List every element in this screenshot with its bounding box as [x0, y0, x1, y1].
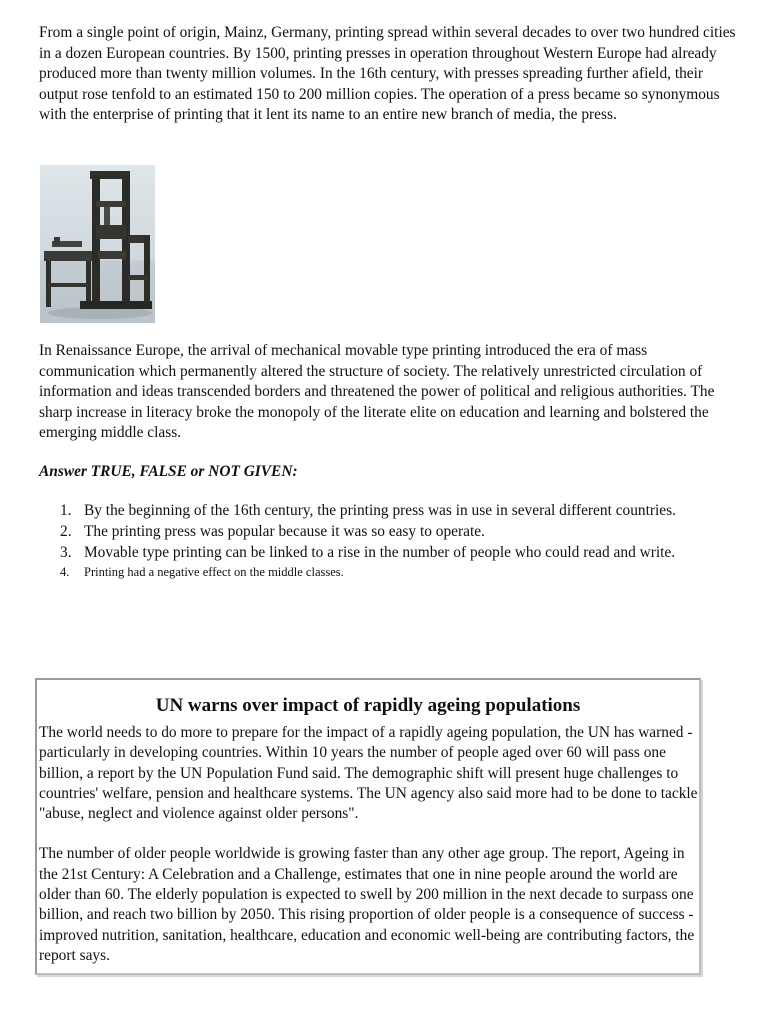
question-number: 2. — [60, 523, 72, 540]
question-text: The printing press was popular because it was so easy to operate. — [84, 523, 485, 540]
list-item — [39, 542, 739, 563]
question-number: 1. — [60, 502, 72, 519]
question-text: By the beginning of the 16th century, the printing press was in use in several different countries. — [84, 502, 676, 519]
article-title: UN warns over impact of rapidly ageing populations — [155, 695, 581, 716]
article-paragraph: The number of older people worldwide is growing faster than any other age group. The report, Ageing in the 21st Century: A Celebration and a Challenge, estimates that one in nine people around the world are older than 60. The elderly population is expected to swell by 200 million in the next decade to surpass one billion, and reach two billion by 2050. This rising proportion of older people is a consequence of success - improved nutrition, sanitation, healthcare, education and economic well-being are contributing factors, the report says. — [39, 845, 695, 964]
article-box — [35, 678, 701, 975]
intro-paragraph: From a single point of origin, Mainz, Germany, printing spread within several decades to over two hundred cities in a dozen European countries. By 1500, printing presses in operation throughout Western Europe had already produced more than twenty million volumes. In the 16th century, with presses spreading further afield, their output rose tenfold to an estimated 150 to 200 million copies. The operation of a press became so synonymous with the enterprise of printing that it lent its name to an entire new branch of media, the press. — [39, 24, 736, 123]
printing-press-icon — [40, 165, 155, 323]
question-list — [39, 500, 739, 581]
question-number: 3. — [60, 544, 72, 561]
list-item — [39, 500, 739, 521]
question-number: 4. — [60, 565, 70, 579]
question-text: Movable type printing can be linked to a rise in the number of people who could read and write. — [84, 544, 676, 561]
list-item — [39, 521, 739, 542]
list-item — [39, 563, 739, 581]
renaissance-paragraph: In Renaissance Europe, the arrival of mechanical movable type printing introduced the era of mass communication which permanently altered the structure of society. The relatively unrestricted circulation of information and ideas transcended borders and threatened the power of political and religious authorities. The sharp increase in literacy broke the monopoly of the literate elite on education and learning and bolstered the emerging middle class. — [39, 342, 715, 441]
article-paragraph: The world needs to do more to prepare for the impact of a rapidly ageing population, the UN has warned - particularly in developing countries. Within 10 years the number of people aged over 60 will pass one billion, a report by the UN Population Fund said. The demographic shift will present huge challenges to countries' welfare, pension and healthcare systems. The UN agency also said more had to be done to tackle "abuse, neglect and violence against older persons". — [39, 724, 698, 823]
question-instruction: Answer TRUE, FALSE or NOT GIVEN: — [39, 463, 298, 480]
question-text: Printing had a negative effect on the middle classes. — [84, 565, 344, 579]
printing-press-image — [40, 165, 155, 323]
